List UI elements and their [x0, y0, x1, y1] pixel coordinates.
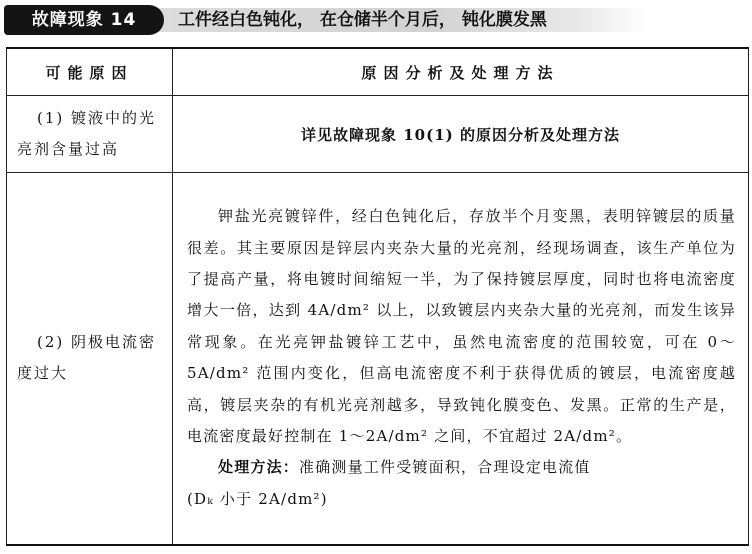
- cause-number: (1): [37, 109, 65, 127]
- table-header-row: [7, 48, 749, 96]
- cause-text-line2: 亮剂含量过高: [17, 140, 120, 158]
- fault-number-tag: 故障现象 14: [4, 5, 164, 35]
- possible-cause-cell: [7, 173, 173, 545]
- cause-text-line2: 度过大: [17, 364, 69, 383]
- cause-number: (2): [37, 333, 65, 352]
- fault-header: [4, 3, 748, 37]
- cause-text-line1: 阴极电流密: [71, 333, 157, 352]
- fault-title: 工件经白色钝化， 在仓储半个月后， 钝化膜发黑: [178, 10, 547, 30]
- treatment-method-condition: (Dₖ 小于 2A/dm²): [187, 489, 328, 508]
- table-row: [7, 173, 749, 545]
- treatment-method-label: 处理方法：: [218, 458, 300, 477]
- cause-text-line1: 镀液中的光: [71, 109, 157, 127]
- possible-cause-cell: [7, 96, 173, 173]
- treatment-method: [187, 452, 736, 515]
- treatment-method-text: 准确测量工件受镀面积，合理设定电流值: [299, 458, 591, 477]
- column-header-analysis: 原因分析及处理方法: [173, 48, 749, 96]
- analysis-cell: 详见故障现象 10(1) 的原因分析及处理方法: [173, 96, 749, 173]
- table-row: [7, 96, 749, 173]
- analysis-cell: [173, 173, 749, 545]
- column-header-possible-cause: 可能原因: [7, 48, 173, 96]
- analysis-paragraph: 钾盐光亮镀锌件，经白色钝化后，存放半个月变黑，表明锌镀层的质量很差。其主要原因是锌层内夹杂大量的光亮剂，经现场调查，该生产单位为了提高产量，将电镀时间缩短一半，为了保持镀层厚度，同时也将电流密度增大一倍，达到 4A/dm² 以上，以致镀层内夹杂大量的光亮剂，而发生该异常现象。在光亮钾盐镀锌工艺中，虽然电流密度的范围较宽，可在 0～5A/dm² 范围内变化，但高电流密度不利于获得优质的镀层，电流密度越高，镀层夹杂的有机光亮剂越多，导致钝化膜变色、发黑。正常的生产是，电流密度最好控制在 1～2A/dm² 之间，不宜超过 2A/dm²。: [187, 207, 736, 446]
- fault-analysis-table: [6, 47, 749, 546]
